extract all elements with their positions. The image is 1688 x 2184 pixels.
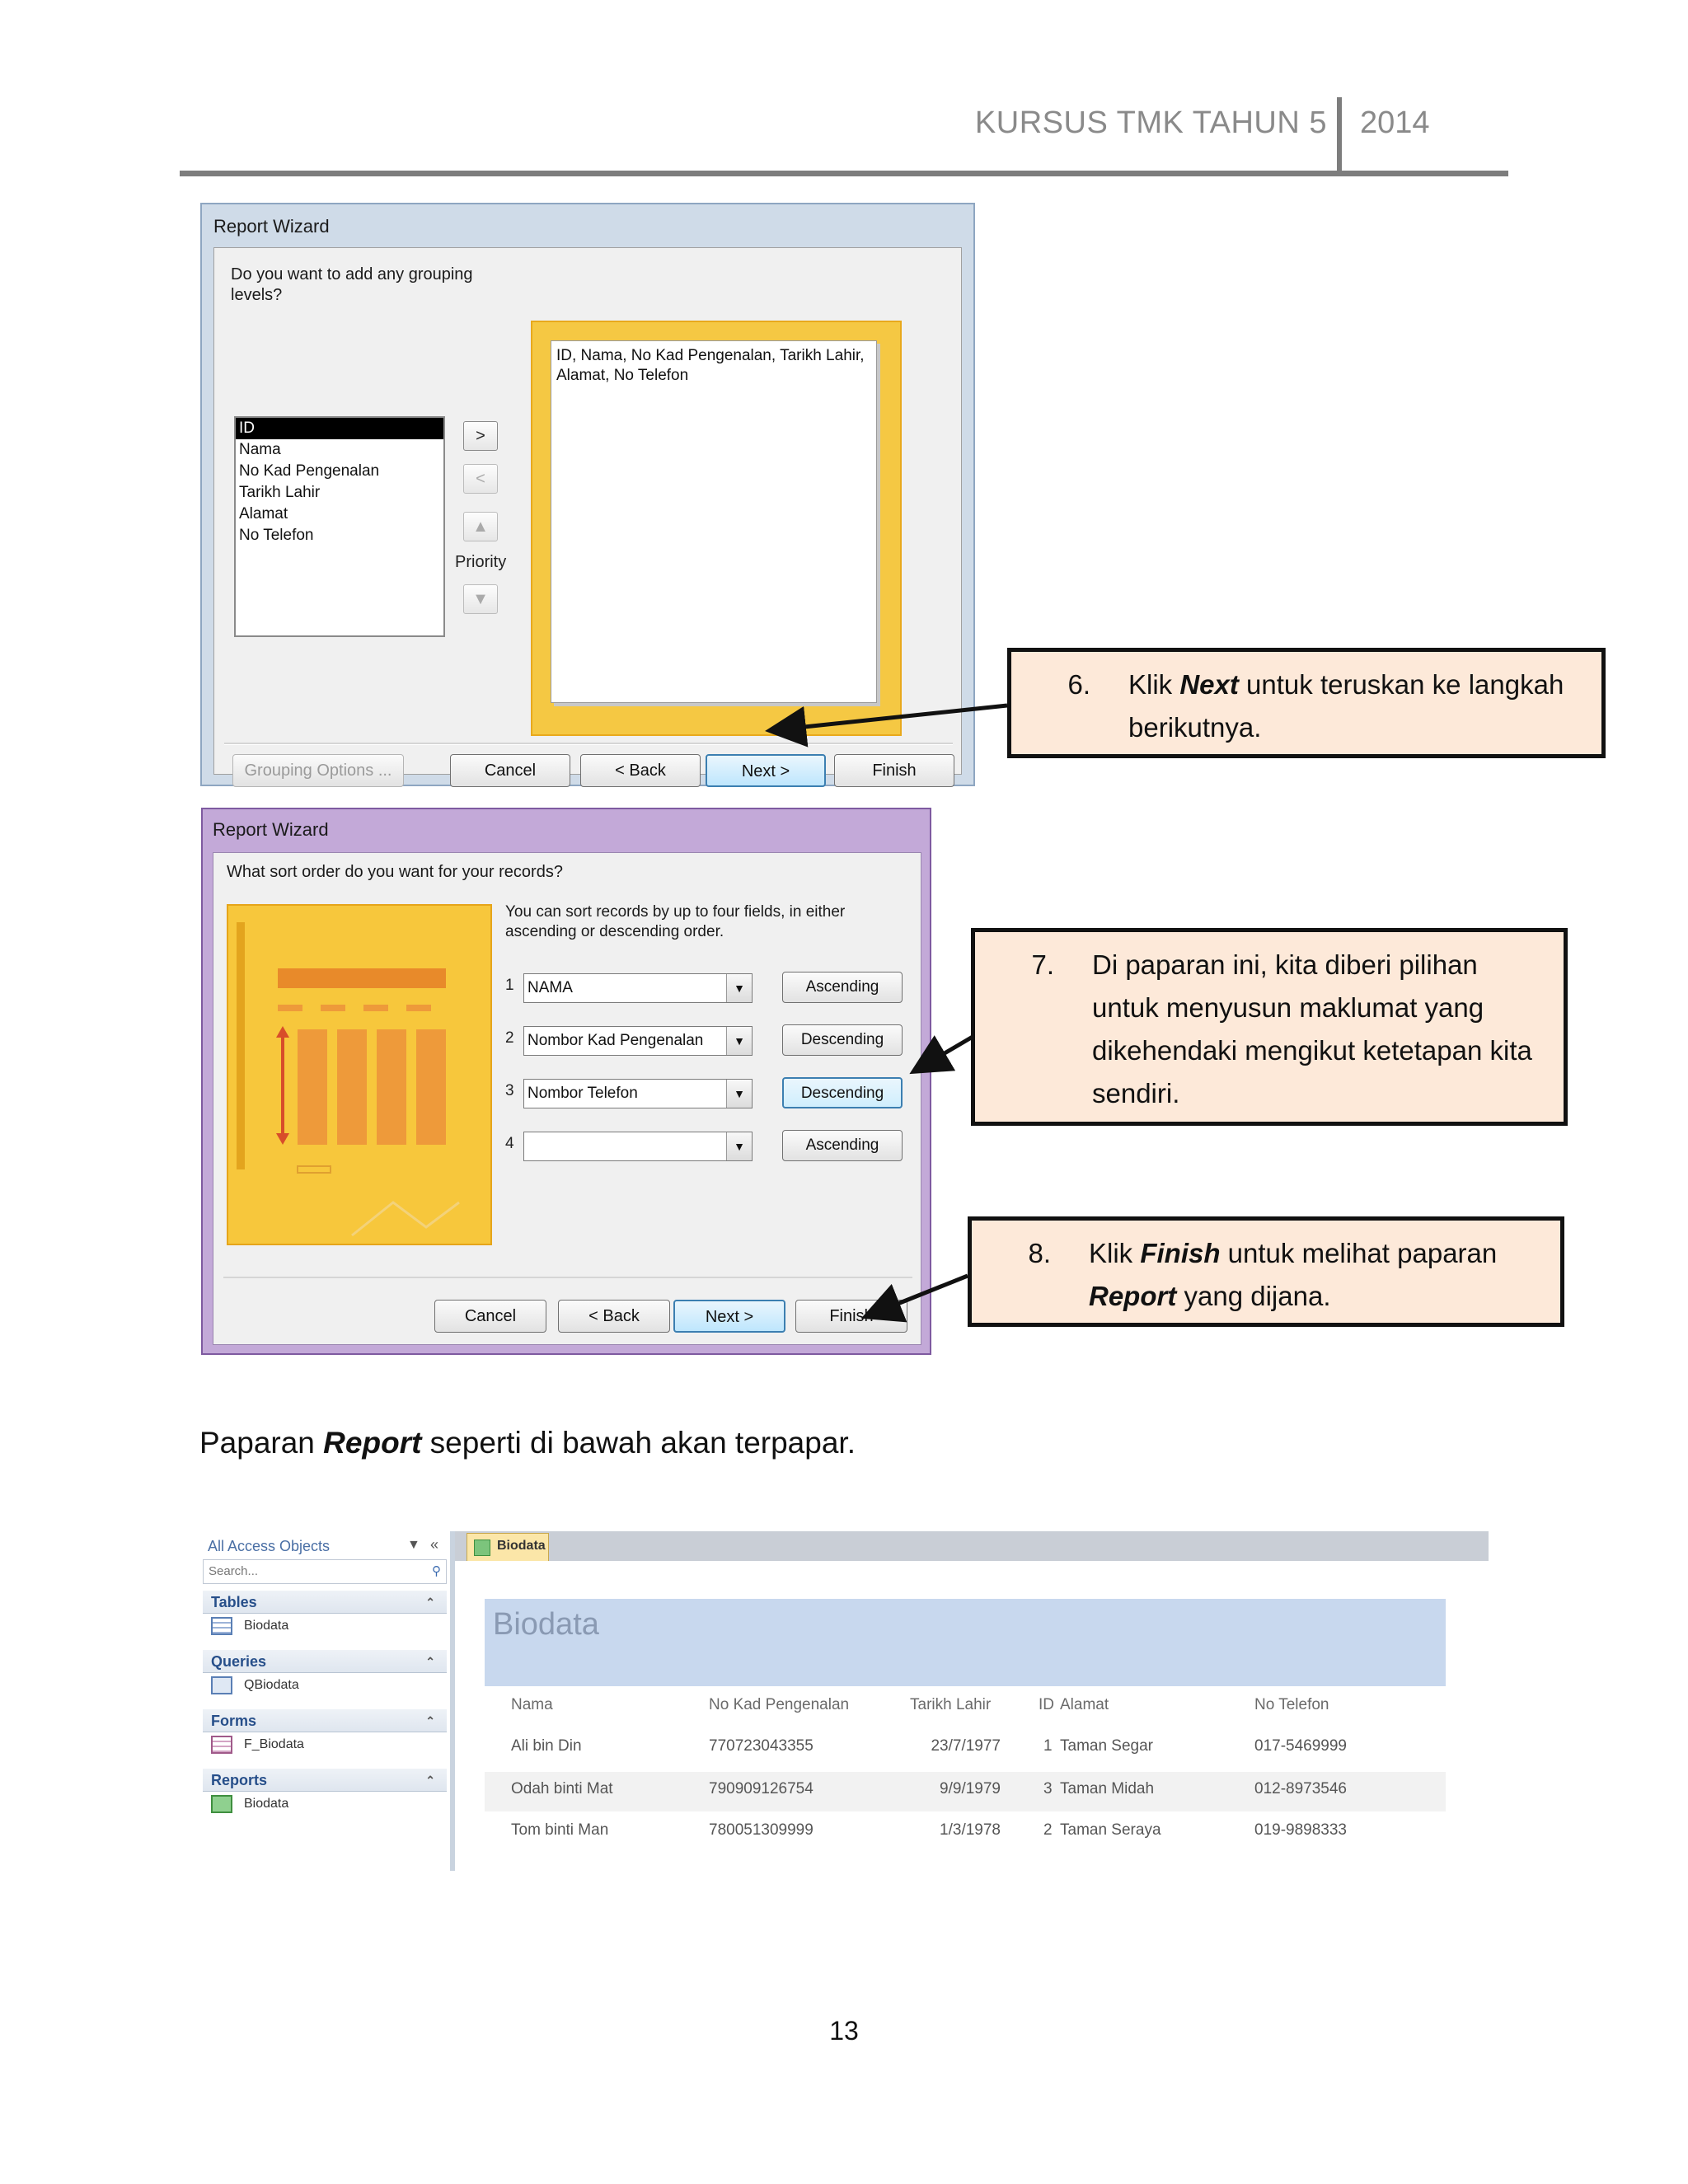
tab-label: Biodata [497,1539,546,1553]
chevron-down-icon[interactable]: ▼ [726,1132,752,1160]
search-icon[interactable]: ⚲ [432,1564,441,1578]
list-item[interactable]: ID [236,418,443,439]
next-button[interactable]: Next > [706,754,826,787]
table-cell: 019-9898333 [1254,1821,1347,1839]
report-header-band [485,1599,1446,1686]
collapse-icon[interactable]: ⌃ [425,1714,435,1727]
arrow-to-next [773,705,1007,730]
collapse-icon[interactable]: ⌃ [425,1655,435,1668]
sort-field-value: Nombor Telefon [528,1085,638,1102]
arrow-to-finish [869,1276,968,1315]
collapse-icon[interactable]: ⌃ [425,1596,435,1609]
column-header: No Kad Pengenalan [709,1696,850,1713]
report-caption [199,1426,856,1460]
header-title: KURSUS TMK TAHUN 5 [974,105,1327,140]
back-button[interactable]: < Back [580,754,701,787]
remove-grouping-button[interactable]: < [463,464,498,494]
dialog-title: Report Wizard [213,819,329,840]
table-cell: Taman Midah [1060,1780,1155,1797]
grouping-question: Do you want to add any grouping levels? [231,265,473,304]
step-text-emphasis: Finish [1140,1238,1221,1268]
nav-group-reports[interactable] [203,1769,447,1792]
cancel-button[interactable]: Cancel [450,754,570,787]
table-icon [211,1617,232,1635]
nav-item-label: QBiodata [244,1678,299,1692]
table-cell: Tom binti Man [511,1821,609,1839]
form-icon [211,1736,232,1754]
sort-order-button-1[interactable]: Ascending [782,972,903,1003]
nav-item-label: F_Biodata [244,1737,304,1751]
step-number: 7. [1031,949,1054,980]
step-number: 8. [1028,1238,1051,1268]
chevron-down-icon[interactable]: ▼ [726,1080,752,1108]
cancel-button[interactable]: Cancel [434,1300,546,1333]
query-icon [211,1676,232,1694]
nav-group-label: Reports [211,1772,268,1788]
nav-search-input[interactable] [203,1559,447,1584]
collapse-icon[interactable]: ⌃ [425,1774,435,1787]
finish-button[interactable]: Finish [834,754,954,787]
table-cell: 790909126754 [709,1780,814,1797]
table-cell: 2 [1043,1821,1053,1839]
table-cell: 1 [1043,1737,1053,1755]
search-placeholder: Search... [209,1564,259,1578]
list-item[interactable]: No Kad Pengenalan [239,462,380,480]
table-cell: 9/9/1979 [940,1780,1001,1797]
list-item[interactable]: Alamat [239,505,288,523]
back-button[interactable]: < Back [558,1300,670,1333]
nav-pane-title: All Access Objects [208,1538,331,1554]
report-title: Biodata [493,1607,599,1642]
collapse-pane-icon[interactable]: « [430,1536,439,1553]
preview-fields-text: ID, Nama, No Kad Pengenalan, Tarikh Lahir, Alamat, No Telefon [556,347,865,384]
step-text-part: yang dijana. [1176,1281,1331,1311]
document-tab-bar [455,1531,1489,1561]
step-text-part: Klik [1089,1238,1141,1268]
arrow-up-icon: ▲ [472,518,489,536]
next-button[interactable]: Next > [673,1300,785,1333]
table-cell: Taman Segar [1060,1737,1154,1755]
nav-item-report-biodata[interactable] [211,1793,288,1815]
step-text-emphasis: Next [1179,669,1239,700]
sort-order-button-3[interactable]: Descending [782,1077,903,1108]
add-grouping-button[interactable]: > [463,421,498,451]
access-report-screenshot [199,1531,1489,1871]
sort-order-button-2[interactable]: Descending [782,1024,903,1056]
caption-emphasis: Report [323,1426,422,1460]
table-cell: 017-5469999 [1254,1737,1347,1755]
step-text-part: Klik [1128,669,1180,700]
arrow-down-icon: ▼ [472,590,489,608]
column-header: Tarikh Lahir [910,1696,992,1713]
nav-item-label: Biodata [244,1797,289,1811]
nav-group-label: Queries [211,1653,267,1670]
sort-number: 1 [505,977,514,994]
dialog-title: Report Wizard [213,216,330,237]
step-text-part: untuk teruskan ke langkah berikutnya. [1128,669,1564,743]
nav-item-label: Biodata [244,1619,289,1633]
nav-item-form-fbiodata[interactable] [211,1734,304,1755]
column-header: No Telefon [1254,1696,1329,1713]
page-number: 13 [829,2016,859,2046]
list-item[interactable]: Nama [239,441,281,458]
header-year: 2014 [1360,105,1430,140]
nav-group-forms[interactable] [203,1709,447,1732]
column-header: ID [1039,1696,1054,1713]
column-header: Nama [511,1696,553,1713]
step-text-emphasis: Report [1089,1281,1177,1311]
column-header: Alamat [1060,1696,1109,1713]
sort-number: 4 [505,1135,514,1152]
sort-question: What sort order do you want for your records? [227,863,563,881]
nav-group-label: Forms [211,1713,257,1729]
sort-number: 3 [505,1082,514,1099]
report-icon [211,1795,232,1813]
list-item[interactable]: No Telefon [239,527,314,544]
step-text: Di paparan ini, kita diberi pilihan untuk menyusun maklumat yang dikehendaki mengikut ketetapan kita sendiri. [1092,949,1532,1108]
chevron-down-icon[interactable]: ▼ [726,974,752,1002]
table-cell: Ali bin Din [511,1737,582,1755]
list-item[interactable]: Tarikh Lahir [239,484,321,501]
arrow-to-sort-options [917,1037,973,1070]
nav-item-query-qbiodata[interactable] [211,1675,299,1696]
grouping-options-button[interactable]: Grouping Options ... [232,754,404,787]
sort-order-button-4[interactable]: Ascending [782,1130,903,1161]
sort-number: 2 [505,1029,514,1047]
nav-group-label: Tables [211,1594,257,1610]
finish-button[interactable]: Finish [795,1300,907,1333]
nav-group-queries[interactable] [203,1650,447,1673]
table-cell: 012-8973546 [1254,1780,1347,1797]
tab-biodata-report[interactable] [467,1533,549,1561]
table-cell: Odah binti Mat [511,1780,613,1797]
table-cell: Taman Seraya [1060,1821,1161,1839]
table-cell: 780051309999 [709,1821,814,1839]
step-text-part: untuk melihat paparan [1220,1238,1498,1268]
report-icon [474,1540,490,1556]
sort-field-value: NAMA [528,979,573,996]
priority-label: Priority [455,553,507,571]
sort-help-text: You can sort records by up to four fields, in either ascending or descending order. [505,903,846,940]
table-cell: 770723043355 [709,1737,814,1755]
caption-part: Paparan [199,1426,324,1460]
table-cell: 3 [1043,1780,1053,1797]
chevron-down-icon[interactable]: ▼ [726,1027,752,1055]
sort-field-value: Nombor Kad Pengenalan [528,1032,704,1049]
step-number: 6. [1067,669,1090,700]
table-cell: 23/7/1977 [931,1737,1001,1755]
table-cell: 1/3/1978 [940,1821,1001,1839]
navigation-pane [199,1531,455,1871]
nav-menu-chevron-icon[interactable]: ▼ [407,1538,420,1552]
nav-group-tables[interactable] [203,1591,447,1614]
caption-part: seperti di bawah akan terpapar. [421,1426,856,1460]
nav-item-table-biodata[interactable] [211,1615,288,1637]
